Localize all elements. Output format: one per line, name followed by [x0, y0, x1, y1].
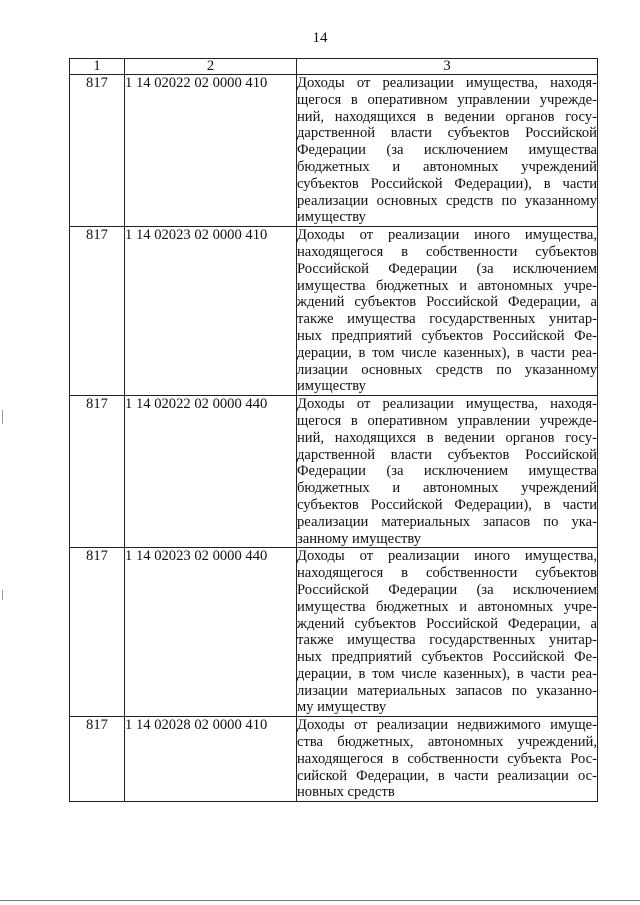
income-description-cell: [297, 75, 598, 227]
description-line: имущества бюджетных и автономных учре-: [297, 277, 597, 294]
income-description-cell: [297, 227, 598, 396]
description-line: ний, находящихся в ведении органов госу-: [297, 429, 597, 446]
income-description-cell: [297, 548, 598, 717]
description-line: реализации основных средств по указанному: [297, 192, 597, 209]
column-header-1: 1: [70, 59, 125, 75]
table-row: [70, 396, 598, 548]
admin-code-cell: 817: [70, 227, 125, 396]
margin-mark: [2, 410, 3, 424]
description-line: имуществу: [297, 378, 366, 395]
description-line: дерации, в том числе казенных), в части реа-: [297, 665, 597, 682]
description-line: щегося в оперативном управлении учрежде-: [297, 412, 597, 429]
budget-codes-table: [69, 58, 598, 802]
table-row: [70, 717, 598, 802]
description-line: ных предприятий субъектов Российской Фе-: [297, 327, 597, 344]
description-line: бюджетных и автономных учреждений: [297, 480, 597, 497]
description-line: Доходы от реализации иного имущества,: [297, 227, 597, 244]
column-header-2: 2: [125, 59, 297, 75]
description-line: занному имуществу: [297, 530, 422, 547]
description-line: дарственной власти субъектов Российской: [297, 446, 597, 463]
budget-classification-code-cell: 1 14 02028 02 0000 410: [125, 717, 297, 802]
description-line: бюджетных и автономных учреждений: [297, 158, 597, 175]
description-line: ства бюджетных, автономных учреждений,: [297, 734, 597, 751]
description-line: также имущества государственных унитар-: [297, 632, 597, 649]
margin-mark: [2, 590, 3, 600]
budget-classification-code-cell: 1 14 02022 02 0000 440: [125, 396, 297, 548]
description-line: дарственной власти субъектов Российской: [297, 125, 597, 142]
description-line: лизации материальных запасов по указанно-: [297, 682, 597, 699]
admin-code-cell: 817: [70, 717, 125, 802]
budget-classification-code-cell: 1 14 02022 02 0000 410: [125, 75, 297, 227]
description-line: му имуществу: [297, 699, 387, 716]
description-line: Доходы от реализации имущества, находя-: [297, 75, 597, 91]
description-line: Доходы от реализации имущества, находя-: [297, 396, 597, 413]
description-line: новных средств: [297, 784, 395, 801]
budget-classification-code-cell: 1 14 02023 02 0000 440: [125, 548, 297, 717]
table-row: [70, 75, 598, 227]
description-line: реализации материальных запасов по ука-: [297, 513, 597, 530]
description-line: имуществу: [297, 209, 366, 226]
income-description-cell: [297, 717, 598, 802]
description-line: ждений субъектов Российской Федерации, а: [297, 615, 597, 632]
description-line: находящегося в собственности субъектов: [297, 565, 597, 582]
description-line: Доходы от реализации недвижимого имуще-: [297, 717, 597, 734]
admin-code-cell: 817: [70, 75, 125, 227]
table-row: [70, 548, 598, 717]
table-row: [70, 227, 598, 396]
description-line: субъектов Российской Федерации), в части: [297, 496, 597, 513]
admin-code-cell: 817: [70, 396, 125, 548]
description-line: находящегося в собственности субъекта Рос-: [297, 750, 597, 767]
description-line: субъектов Российской Федерации), в части: [297, 175, 597, 192]
description-line: ждений субъектов Российской Федерации, а: [297, 294, 597, 311]
description-line: ных предприятий субъектов Российской Фе-: [297, 649, 597, 666]
description-line: Российской Федерации (за исключением: [297, 260, 597, 277]
column-header-3: 3: [297, 59, 598, 75]
description-line: Доходы от реализации иного имущества,: [297, 548, 597, 565]
income-description-cell: [297, 396, 598, 548]
table-header-row: [70, 59, 598, 75]
page-edge: [0, 900, 640, 901]
description-line: дерации, в том числе казенных), в части реа-: [297, 344, 597, 361]
description-line: имущества бюджетных и автономных учре-: [297, 598, 597, 615]
budget-classification-code-cell: 1 14 02023 02 0000 410: [125, 227, 297, 396]
description-line: Федерации (за исключением имущества: [297, 463, 597, 480]
description-line: Российской Федерации (за исключением: [297, 581, 597, 598]
description-line: находящегося в собственности субъектов: [297, 243, 597, 260]
description-line: лизации основных средств по указанному: [297, 361, 597, 378]
description-line: также имущества государственных унитар-: [297, 311, 597, 328]
description-line: сийской Федерации, в части реализации ос-: [297, 767, 597, 784]
description-line: щегося в оперативном управлении учрежде-: [297, 91, 597, 108]
admin-code-cell: 817: [70, 548, 125, 717]
page-number: 14: [312, 30, 328, 46]
description-line: Федерации (за исключением имущества: [297, 142, 597, 159]
description-line: ний, находящихся в ведении органов госу-: [297, 108, 597, 125]
